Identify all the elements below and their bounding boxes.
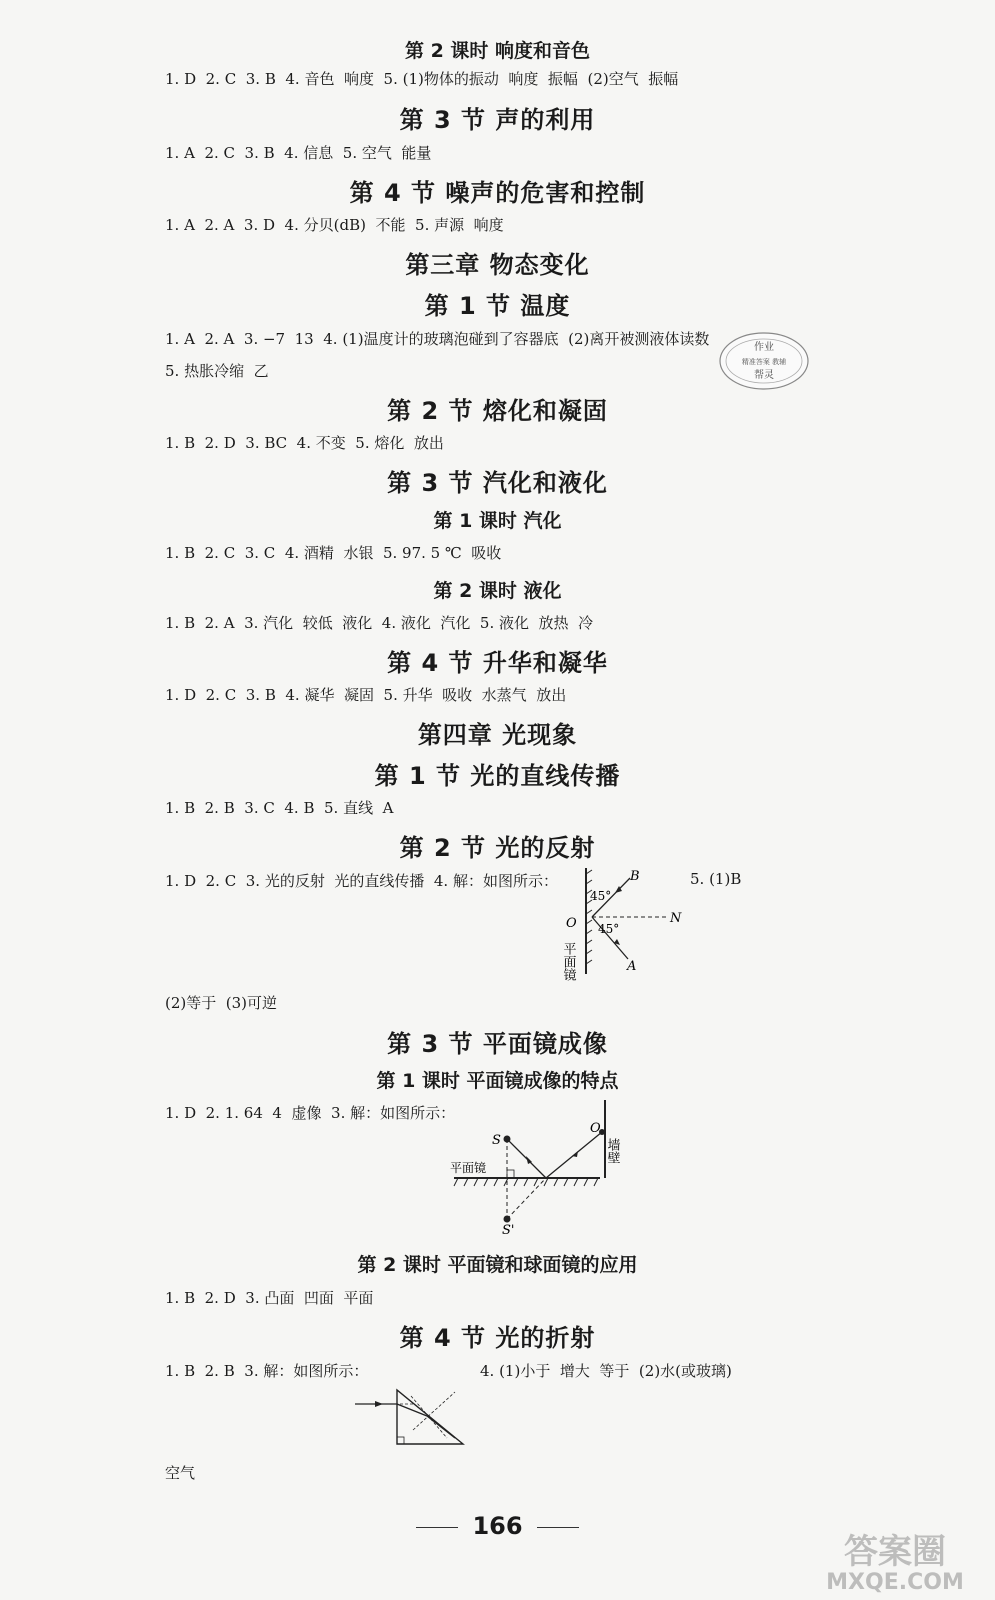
section-heading: 第 1 节 光的直线传播 bbox=[374, 762, 621, 790]
watermark-line2: MXQE.COM bbox=[826, 1570, 964, 1595]
mirror-label: 平面镜 bbox=[450, 1161, 487, 1175]
point-label: A bbox=[627, 959, 637, 974]
section-heading: 第 2 节 光的反射 bbox=[399, 834, 596, 862]
answer-line: 1. B 2. A 3. 汽化 较低 液化 4. 液化 汽化 5. 液化 放热 冷 bbox=[165, 614, 594, 632]
section-heading: 第 3 节 汽化和液化 bbox=[387, 469, 608, 497]
section-heading: 第 3 节 平面镜成像 bbox=[387, 1030, 608, 1058]
answer-line: 1. A 2. A 3. −7 13 4. (1)温度计的玻璃泡碰到了容器底 (2)离开被测液体读数 bbox=[165, 330, 710, 348]
lesson-heading: 第 2 课时 响度和音色 bbox=[404, 40, 591, 62]
answer-line: 1. B 2. B 3. 解：如图所示： bbox=[165, 1362, 369, 1380]
point-label: O bbox=[590, 1121, 601, 1136]
point-label: S bbox=[492, 1133, 501, 1148]
lesson-heading: 第 1 课时 平面镜成像的特点 bbox=[376, 1070, 619, 1092]
section-heading: 第 3 节 声的利用 bbox=[399, 106, 596, 134]
stamp-text-mid: 精准答案 教辅 bbox=[741, 358, 787, 366]
section-heading: 第 4 节 光的折射 bbox=[399, 1324, 596, 1352]
stamp-text-top: 作业 bbox=[754, 342, 774, 353]
watermark-logo bbox=[800, 1525, 990, 1595]
answer-line: 4. (1)小于 增大 等于 (2)水(或玻璃) bbox=[480, 1362, 732, 1380]
answer-line: 1. A 2. C 3. B 4. 信息 5. 空气 能量 bbox=[165, 144, 432, 162]
answer-line: 1. B 2. D 3. BC 4. 不变 5. 熔化 放出 bbox=[165, 434, 444, 452]
angle-label: 45° bbox=[598, 922, 620, 936]
angle-label: 45° bbox=[590, 889, 612, 903]
answer-line: 1. B 2. D 3. 凸面 凹面 平面 bbox=[165, 1289, 374, 1307]
answer-line: 1. D 2. C 3. B 4. 音色 响度 5. (1)物体的振动 响度 振幅 (2)空气 振幅 bbox=[165, 70, 679, 88]
section-heading: 第 4 节 升华和凝华 bbox=[387, 649, 608, 677]
stamp-logo bbox=[718, 330, 810, 392]
lesson-heading: 第 1 课时 汽化 bbox=[433, 510, 562, 532]
answer-line: 1. D 2. C 3. B 4. 凝华 凝固 5. 升华 吸收 水蒸气 放出 bbox=[165, 686, 567, 704]
watermark-line1: 答案圈 bbox=[844, 1532, 946, 1572]
answer-line: (2)等于 (3)可逆 bbox=[165, 994, 278, 1012]
answer-line: 1. D 2. C 3. 光的反射 光的直线传播 4. 解：如图所示： bbox=[165, 872, 558, 890]
lesson-heading: 第 2 课时 平面镜和球面镜的应用 bbox=[357, 1254, 638, 1276]
answer-line: 1. B 2. C 3. C 4. 酒精 水银 5. 97. 5 ℃ 吸收 bbox=[165, 544, 502, 562]
answer-line: 1. B 2. B 3. C 4. B 5. 直线 A bbox=[165, 799, 394, 817]
answer-line: 空气 bbox=[165, 1464, 196, 1482]
point-label: B bbox=[630, 869, 640, 884]
answer-line: 5. 热胀冷缩 乙 bbox=[165, 362, 269, 380]
section-heading: 第 2 节 熔化和凝固 bbox=[387, 397, 608, 425]
wall-label: 墙壁 bbox=[604, 1138, 620, 1164]
point-label: O bbox=[566, 916, 577, 931]
mirror-image-diagram bbox=[450, 1098, 650, 1238]
reflection-diagram bbox=[560, 862, 690, 982]
page-number: 166 bbox=[472, 1512, 523, 1540]
page-number-dash bbox=[537, 1527, 579, 1528]
point-label: S' bbox=[502, 1223, 515, 1238]
section-heading: 第 1 节 温度 bbox=[424, 292, 571, 320]
mirror-label: 平面镜 bbox=[560, 942, 576, 981]
page-number-dash bbox=[416, 1527, 458, 1528]
answer-line: 5. (1)B bbox=[690, 870, 742, 888]
answer-line: 1. D 2. 1. 64 4 虚像 3. 解：如图所示： bbox=[165, 1104, 456, 1122]
section-heading: 第 4 节 噪声的危害和控制 bbox=[349, 179, 646, 207]
stamp-text-bottom: 帮灵 bbox=[754, 370, 774, 381]
lesson-heading: 第 2 课时 液化 bbox=[433, 580, 562, 602]
answer-line: 1. A 2. A 3. D 4. 分贝(dB) 不能 5. 声源 响度 bbox=[165, 216, 504, 234]
point-label: N bbox=[670, 911, 682, 926]
refraction-diagram bbox=[355, 1388, 475, 1446]
chapter-heading: 第四章 光现象 bbox=[417, 721, 578, 749]
chapter-heading: 第三章 物态变化 bbox=[405, 251, 590, 279]
